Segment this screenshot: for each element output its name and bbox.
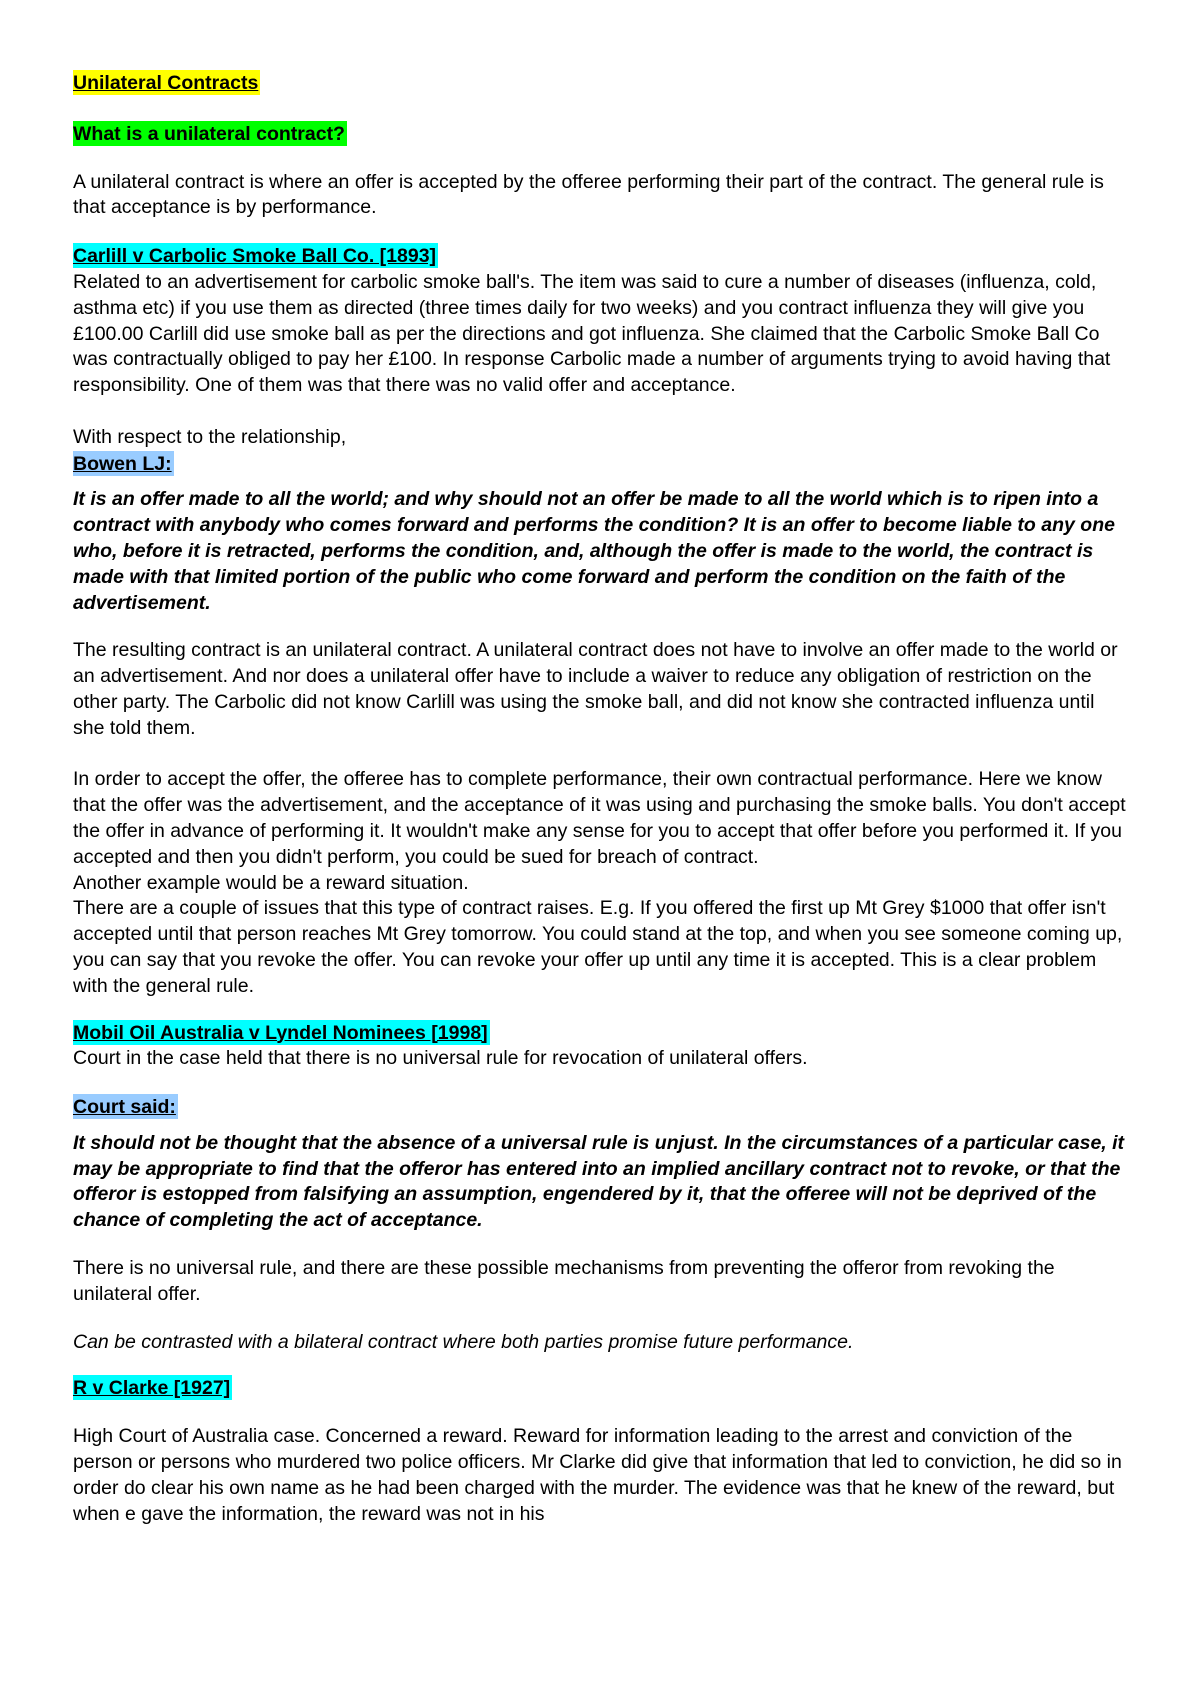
issues-paragraph: There are a couple of issues that this type of contract raises. E.g. If you offered the first up Mt Grey $1000 that offer isn't accepted until that person reaches Mt Grey tomorrow. You could stand at the top, and when you see someone coming up, you can say that you revoke the offer. You can revoke your offer up until any time it is accepted. This is a clear problem with the general rule. [73,897,1123,997]
respect-line: With respect to the relationship, [73,425,347,448]
carlill-paragraph: Related to an advertisement for carbolic smoke ball's. The item was said to cure a number of diseases (influenza, cold, asthma etc) if you use them as directed (three times daily for two weeks) and you contract influenza they will give you £100.00 Carlill did use smoke ball as per the directions and got influenza. She claimed that the Carbolic Smoke Ball Co was contractually obliged to pay her £100. In response Carbolic made a number of arguments trying to avoid having that responsibility. One of them was that there was no valid offer and acceptance. [73,270,1111,397]
judge-heading-bowen: Bowen LJ: [73,452,172,475]
case-heading-carlill-line [73,243,1130,270]
document-title-line [73,70,1130,97]
court-quote: It should not be thought that the absence of a universal rule is unjust. In the circumstances of a particular case, it may be appropriate to find that the offeror has entered into an implied ancillary contract not to revoke, or that the offeror is estopped from falsifying an assumption, engendered by it, that the offeree will not be deprived of the chance of completing the act of acceptance. [73,1131,1125,1232]
question-heading-line [73,121,1130,148]
mobil-paragraph: Court in the case held that there is no universal rule for revocation of unilateral offers. [73,1047,808,1070]
case-heading-clarke: R v Clarke [1927] [73,1377,231,1400]
case-heading-mobil-line [73,1020,1130,1047]
accept-paragraph: In order to accept the offer, the offeree has to complete performance, their own contractual performance. Here we know that the offer was the advertisement, and the acceptance of it was using and purchasing the smoke balls. You don't accept the offer in advance of performing it. It wouldn't make any sense for you to accept that offer before you performed it. If you accepted and then you didn't perform, you could be sued for breach of contract. [73,768,1126,868]
question-heading: What is a unilateral contract? [73,122,345,145]
case-heading-carlill: Carlill v Carbolic Smoke Ball Co. [1893] [73,245,437,268]
clarke-paragraph: High Court of Australia case. Concerned a reward. Reward for information leading to the arrest and conviction of the person or persons who murdered two police officers. Mr Clarke did give that information that led to conviction, he did so in order do clear his own name as he had been charged with the murder. The evidence was that he knew of the reward, but when e gave the information, the reward was not in his [73,1425,1122,1525]
contrast-paragraph: Can be contrasted with a bilateral contract where both parties promise future performance. [73,1330,854,1353]
bowen-quote: It is an offer made to all the world; and why should not an offer be made to all the world which is to ripen into a contract with anybody who comes forward and performs the condition? It is an offer to become liable to any one who, before it is retracted, performs the condition, and, although the offer is made to the world, the contract is made with that limited portion of the public who come forward and perform the condition on the faith of the advertisement. [73,488,1115,614]
court-said-heading-line [73,1094,1130,1121]
case-heading-mobil: Mobil Oil Australia v Lyndel Nominees [1998] [73,1021,488,1044]
another-example-line: Another example would be a reward situation. [73,871,469,894]
no-universal-paragraph: There is no universal rule, and there are these possible mechanisms from preventing the offeror from revoking the unilateral offer. [73,1257,1055,1305]
judge-heading-bowen-line [73,451,1130,478]
resulting-paragraph: The resulting contract is an unilateral contract. A unilateral contract does not have to involve an offer made to the world or an advertisement. And nor does a unilateral offer have to include a waiver to reduce any obligation of restriction on the other party. The Carbolic did not know Carlill was using the smoke ball, and did not know she contracted influenza until she told them. [73,639,1118,739]
court-said-heading: Court said: [73,1096,176,1119]
case-heading-clarke-line [73,1375,1130,1402]
intro-paragraph: A unilateral contract is where an offer is accepted by the offeree performing their part of the contract. The general rule is that acceptance is by performance. [73,170,1104,219]
document-title: Unilateral Contracts [73,72,259,94]
